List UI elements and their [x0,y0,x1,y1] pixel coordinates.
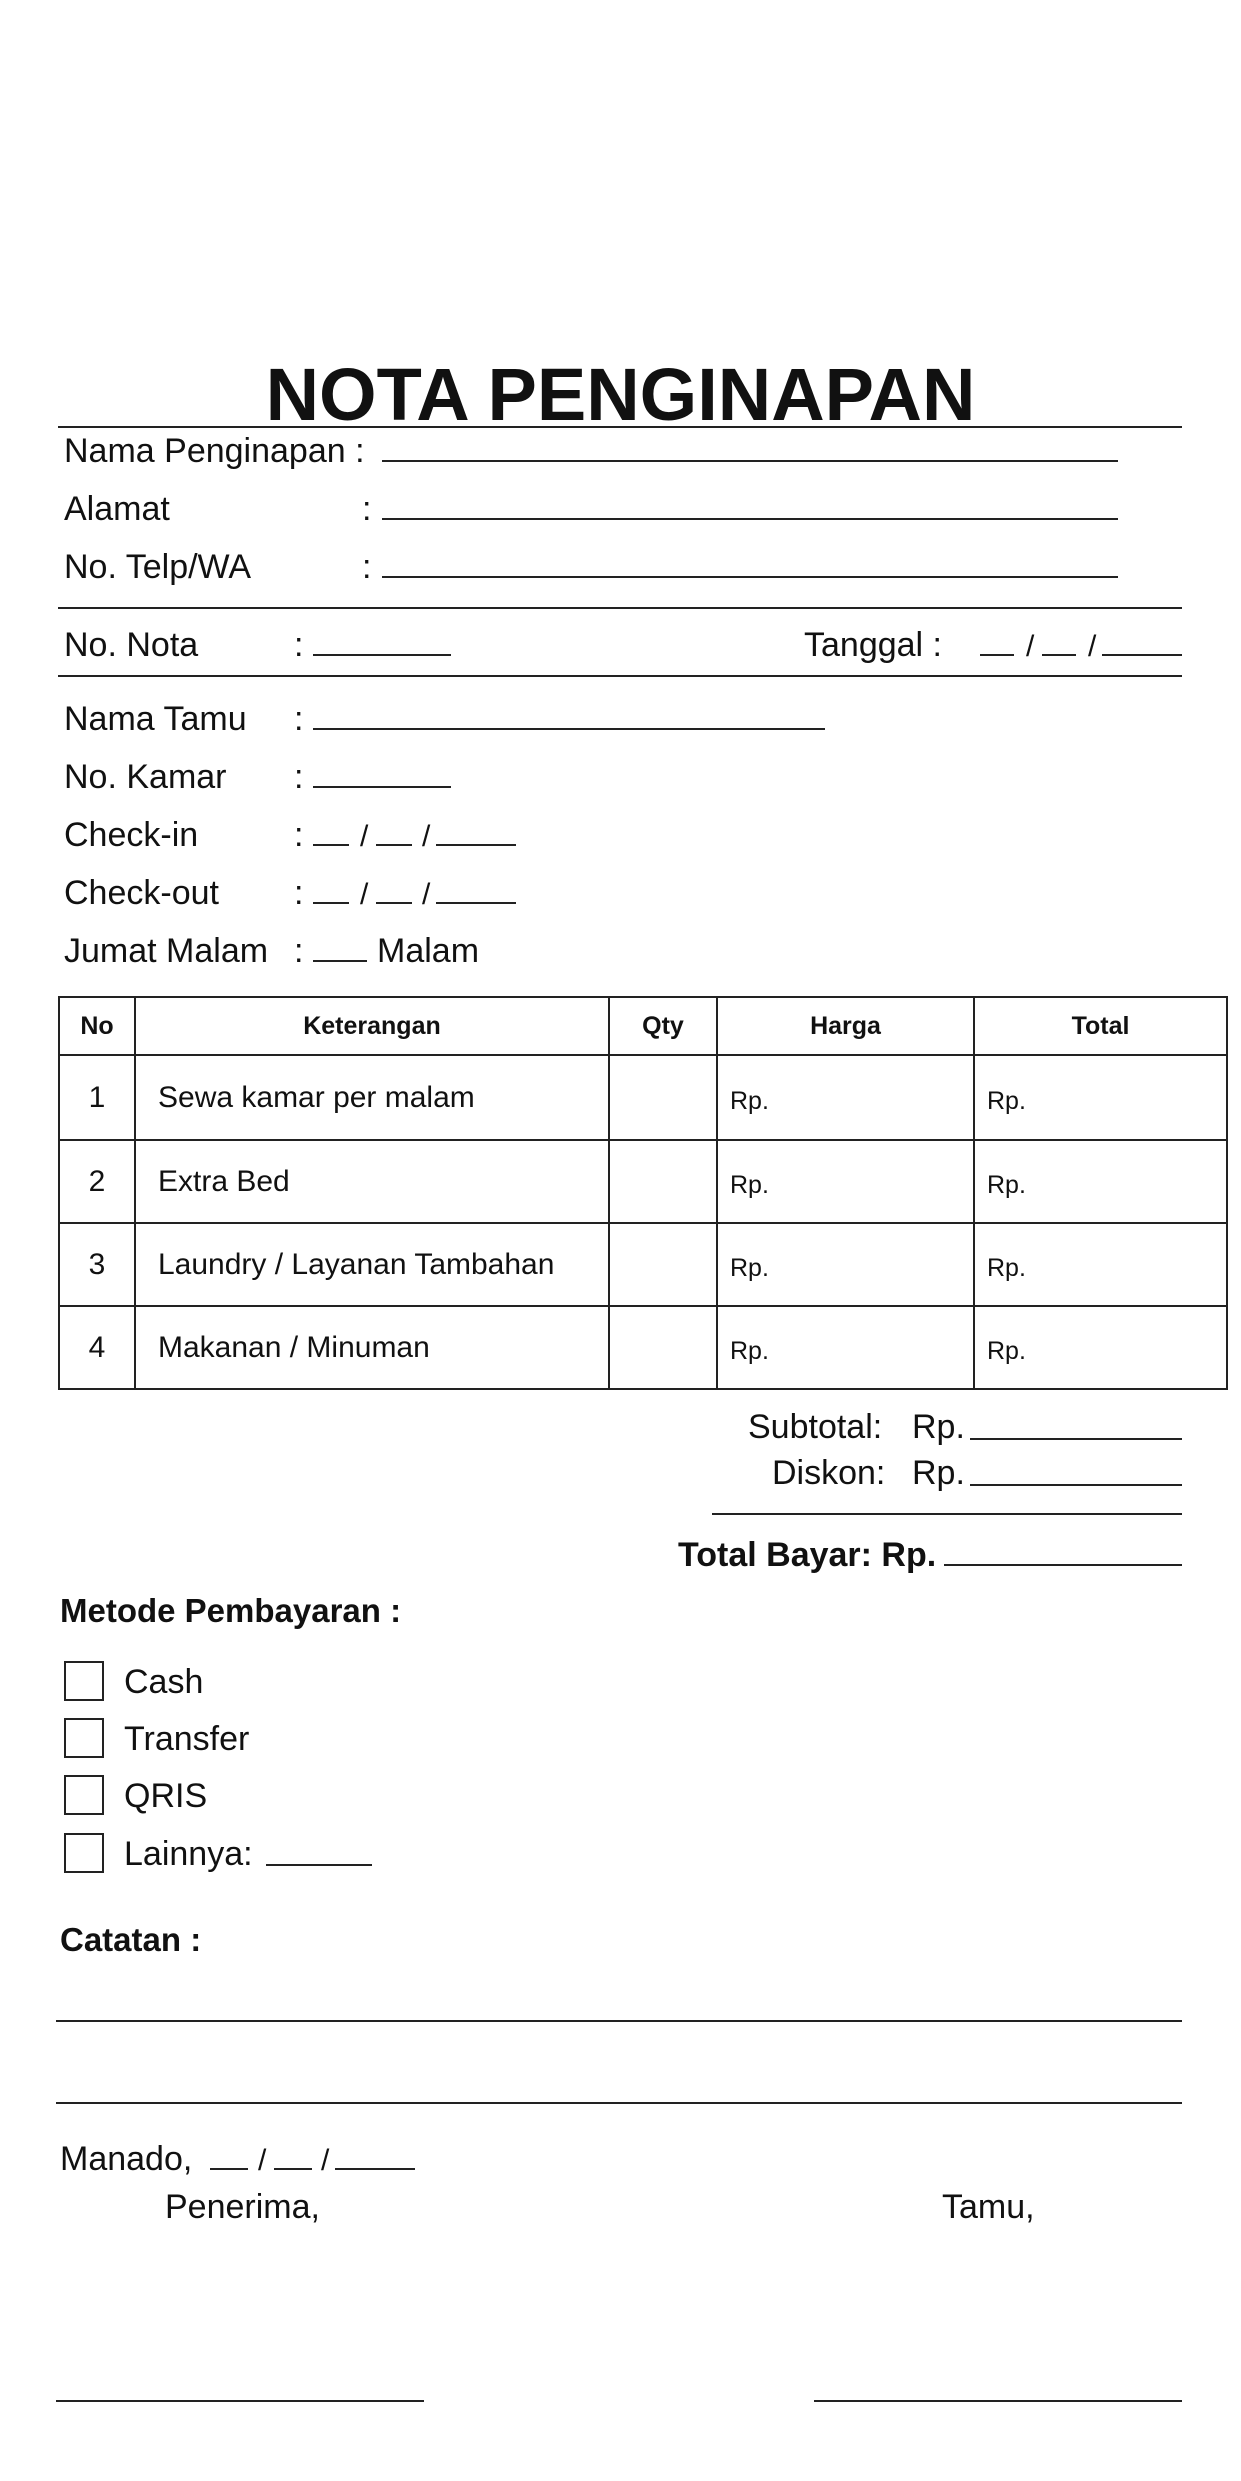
notes-line-2[interactable] [56,2102,1182,2104]
sign-date-slash-1: / [258,2144,267,2177]
jumlah-malam-colon: : [294,932,304,970]
checkout-colon: : [294,874,304,912]
nama-penginapan-label: Nama Penginapan : [64,432,365,470]
qris-label: QRIS [124,1777,208,1815]
tamu-label: Tamu, [942,2188,1035,2226]
row-desc: Laundry / Layanan Tambahan [135,1223,609,1306]
table-header-row [59,997,1227,1055]
tanggal-label: Tanggal : [804,626,942,664]
nama-tamu-colon: : [294,700,304,738]
row-no: 1 [59,1055,135,1140]
row-no: 2 [59,1140,135,1223]
row-desc: Makanan / Minuman [135,1306,609,1389]
nama-tamu-field[interactable] [313,728,825,730]
telp-label: No. Telp/WA [64,548,252,586]
jumlah-malam-field[interactable] [313,960,367,962]
row-qty-cell[interactable] [609,1140,717,1223]
header-qty: Qty [609,997,717,1055]
diskon-rp: Rp. [912,1454,965,1492]
checkin-slash-1: / [360,820,369,853]
items-table [58,996,1228,1390]
table-row [59,1223,1227,1306]
summary-divider [712,1513,1182,1515]
row-no: 4 [59,1306,135,1389]
row-total-cell[interactable] [974,1306,1227,1389]
checkin-year-field[interactable] [436,844,516,846]
row-harga-cell[interactable] [717,1306,974,1389]
tanggal-day-field[interactable] [980,654,1014,656]
checkout-month-field[interactable] [376,902,412,904]
subtotal-rp: Rp. [912,1408,965,1446]
row-harga-prefix: Rp. [730,1337,769,1365]
no-nota-colon: : [294,626,304,664]
row-harga-prefix: Rp. [730,1254,769,1282]
total-bayar-label: Total Bayar: Rp. [678,1536,937,1574]
no-kamar-field[interactable] [313,786,451,788]
nama-penginapan-field[interactable] [382,460,1118,462]
no-nota-label: No. Nota [64,626,199,664]
transfer-label: Transfer [124,1720,250,1758]
sign-date-day-field[interactable] [210,2168,248,2170]
row-desc: Sewa kamar per malam [135,1055,609,1140]
row-total-cell[interactable] [974,1055,1227,1140]
header-total: Total [974,997,1227,1055]
alamat-field[interactable] [382,518,1118,520]
notes-line-1[interactable] [56,2020,1182,2022]
jumlah-malam-label: Jumat Malam [64,932,269,970]
row-harga-cell[interactable] [717,1223,974,1306]
nota-divider [58,675,1182,677]
row-total-prefix: Rp. [987,1171,1026,1199]
row-desc: Extra Bed [135,1140,609,1223]
tamu-signature-line[interactable] [814,2400,1182,2402]
sign-date-month-field[interactable] [274,2168,312,2170]
row-total-prefix: Rp. [987,1337,1026,1365]
penerima-label: Penerima, [165,2188,320,2226]
transfer-checkbox[interactable] [64,1718,104,1758]
sign-date-year-field[interactable] [335,2168,415,2170]
no-kamar-colon: : [294,758,304,796]
header-keterangan: Keterangan [135,997,609,1055]
checkin-month-field[interactable] [376,844,412,846]
checkin-slash-2: / [422,820,431,853]
row-total-prefix: Rp. [987,1087,1026,1115]
alamat-colon: : [362,490,372,528]
lainnya-field[interactable] [266,1864,372,1866]
tanggal-slash-2: / [1088,630,1097,663]
row-qty-cell[interactable] [609,1055,717,1140]
row-qty-cell[interactable] [609,1306,717,1389]
telp-colon: : [362,548,372,586]
row-no: 3 [59,1223,135,1306]
table-row [59,1055,1227,1140]
total-bayar-field[interactable] [944,1564,1182,1566]
cash-label: Cash [124,1663,204,1701]
payment-heading: Metode Pembayaran : [60,1592,402,1629]
checkout-label: Check-out [64,874,219,912]
no-kamar-label: No. Kamar [64,758,227,796]
document-title: NOTA PENGINAPAN [265,353,976,436]
row-harga-prefix: Rp. [730,1171,769,1199]
row-total-cell[interactable] [974,1223,1227,1306]
tanggal-month-field[interactable] [1042,654,1076,656]
checkin-colon: : [294,816,304,854]
qris-checkbox[interactable] [64,1775,104,1815]
table-row [59,1306,1227,1389]
checkin-day-field[interactable] [313,844,349,846]
table-row [59,1140,1227,1223]
lainnya-label: Lainnya: [124,1835,253,1873]
checkout-slash-1: / [360,878,369,911]
header-harga: Harga [717,997,974,1055]
diskon-label: Diskon: [772,1454,886,1492]
lainnya-checkbox[interactable] [64,1833,104,1873]
row-harga-cell[interactable] [717,1140,974,1223]
malam-suffix: Malam [377,932,480,970]
row-total-prefix: Rp. [987,1254,1026,1282]
tanggal-year-field[interactable] [1102,654,1182,656]
checkout-year-field[interactable] [436,902,516,904]
subtotal-field[interactable] [970,1438,1182,1440]
checkin-label: Check-in [64,816,199,854]
subtotal-label: Subtotal: [748,1408,883,1446]
diskon-field[interactable] [970,1484,1182,1486]
penerima-signature-line[interactable] [56,2400,424,2402]
sign-date-slash-2: / [321,2144,330,2177]
checkout-day-field[interactable] [313,902,349,904]
notes-heading: Catatan : [60,1921,202,1958]
tanggal-slash-1: / [1026,630,1035,663]
row-harga-prefix: Rp. [730,1087,769,1115]
row-total-cell[interactable] [974,1140,1227,1223]
cash-checkbox[interactable] [64,1661,104,1701]
row-qty-cell[interactable] [609,1223,717,1306]
telp-field[interactable] [382,576,1118,578]
place-label: Manado, [60,2140,193,2178]
header-divider [58,607,1182,609]
nama-tamu-label: Nama Tamu [64,700,247,738]
header-no: No [59,997,135,1055]
checkout-slash-2: / [422,878,431,911]
no-nota-field[interactable] [313,654,451,656]
row-harga-cell[interactable] [717,1055,974,1140]
title-divider [58,426,1182,428]
alamat-label: Alamat [64,490,170,528]
